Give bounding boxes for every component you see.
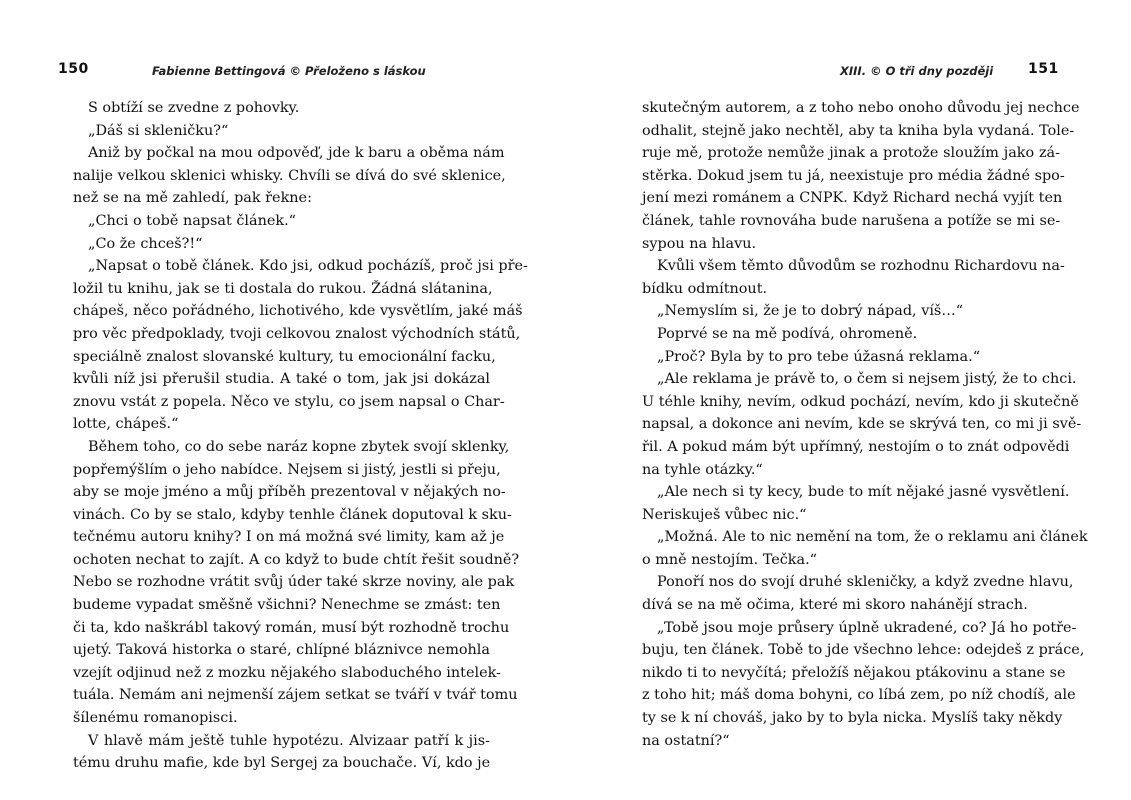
text-line: speciálně znalost slovanské kultury, tu emocionální facku, [73, 348, 496, 365]
text-line: ložil tu knihu, jak se ti dostala do rukou. Žádná slátanina, [73, 280, 493, 297]
text-line: na ostatní?“ [642, 732, 730, 749]
text-line: „Ale reklama je právě to, o čem si nejsem jistý, že to chci. [657, 371, 1077, 388]
text-line: dívá se na mě očima, které mi skoro nahánějí strach. [642, 597, 1028, 614]
text-line: stěrka. Dokud jsem tu já, neexistuje pro média žádné spo- [642, 167, 1065, 184]
text-line: budeme vypadat směšně všichni? Nenechme se zmást: ten [73, 597, 501, 614]
text-line: „Ale nech si ty kecy, bude to mít nějaké jasné vysvětlení. [657, 484, 1070, 501]
text-line: ujetý. Taková historka o staré, chlípné bláznivce nemohla [73, 642, 490, 659]
text-line: buju, ten článek. Tobě to jde všechno lehce: odejdeš z práce, [642, 642, 1085, 659]
text-line: Neriskuješ vůbec nic.“ [642, 506, 807, 523]
text-line: či ta, kdo naškrábl takový román, musí být rozhodně trochu [73, 619, 510, 636]
text-line: vzejít odjinud než z mozku nějakého slaboduchého intelek- [73, 664, 501, 681]
text-line: „Možná. Ale to nic nemění na tom, že o reklamu ani článek [657, 529, 1088, 546]
text-line: jení mezi románem a CNPK. Když Richard nechá vyjít ten [642, 190, 1063, 207]
text-line: napsal, a dokonce ani nevím, kde se skrývá ten, co mi ji svě- [642, 416, 1082, 433]
text-line: z toho hit; máš doma bohyni, co líbá zem, po níž chodíš, ale [642, 687, 1076, 704]
text-line: ochoten nechat to zajít. A co když to bude chtít řešit soudně? [73, 551, 520, 568]
text-line: než se na mě zahledí, pak řekne: [73, 190, 312, 207]
text-line: Kvůli všem těmto důvodům se rozhodnu Richardovu na- [657, 258, 1065, 275]
text-line: aby se moje jméno a můj příběh prezentoval v nějakých no- [73, 484, 506, 501]
text-line: „Napsat o tobě článek. Kdo jsi, odkud pocházíš, proč jsi pře- [88, 258, 528, 275]
text-line: „Chci o tobě napsat článek.“ [88, 212, 297, 229]
text-line: V hlavě mám ještě tuhle hypotézu. Alvizaar patří k jis- [88, 732, 490, 749]
text-line: odhalit, stejně jako nechtěl, aby ta kniha byla vydaná. Tole- [642, 122, 1075, 139]
text-line: „Co že chceš?!“ [88, 235, 203, 252]
text-line: „Nemyslím si, že je to dobrý nápad, víš…“ [657, 303, 964, 320]
text-line: tému druhu mafie, kde byl Sergej za bouchače. Ví, kdo je [73, 755, 491, 772]
text-line: Nebo se rozhodne vrátit svůj úder také skrze noviny, ale pak [73, 574, 515, 591]
text-line: Ponoří nos do svojí druhé skleničky, a když zvedne hlavu, [657, 574, 1074, 591]
text-line: tuála. Nemám ani nejmenší zájem setkat se tváří v tvář tomu [73, 687, 518, 704]
text-line: řil. A pokud mám být upřímný, nestojím o to znát odpovědi [642, 438, 1070, 455]
text-line: Během toho, co do sebe naráz kopne zbytek svojí sklenky, [88, 438, 510, 455]
text-line: o mně nestojím. Tečka.“ [642, 551, 818, 568]
text-line: pro věc předpoklady, tvoji celkovou znalost východních států, [73, 325, 521, 342]
text-line: „Dáš si skleničku?“ [88, 122, 229, 139]
text-line: „Tobě jsou moje průsery úplně ukradené, co? Já ho potře- [657, 619, 1077, 636]
text-line: tečnému autoru knihy? I on má možná své limity, kam až je [73, 529, 505, 546]
text-line: Poprvé se na mě podívá, ohromeně. [657, 325, 918, 342]
text-line: nalije velkou sklenici whisky. Chvíli se dívá do své sklenice, [73, 167, 506, 184]
right-page [566, 0, 1131, 800]
text-line: vinách. Co by se stalo, kdyby tenhle článek doputoval k sku- [73, 506, 512, 523]
text-line: lotte, chápeš.“ [73, 416, 179, 433]
text-line: nikdo ti to nevyčítá; přeložíš nějakou ptákovinu a stane se [642, 664, 1066, 681]
text-line: chápeš, něco pořádného, lichotivého, kde vysvětlím, jaké máš [73, 303, 523, 320]
text-line: bídku odmítnout. [642, 280, 768, 297]
text-line: skutečným autorem, a z toho nebo onoho důvodu jej nechce [642, 100, 1080, 116]
text-line: ty se k ní chováš, jako by to byla nicka. Myslíš taky někdy [642, 710, 1063, 727]
text-line: Aniž by počkal na mou odpověď, jde k baru a oběma nám [88, 145, 505, 162]
running-head: Fabienne Bettingová © Přeloženo s láskou [152, 64, 426, 78]
text-line: znovu vstát z popela. Něco ve stylu, co jsem napsal o Char- [73, 393, 505, 410]
text-line: ruje mě, protože nemůže jinak a protože sloužím jako zá- [642, 145, 1060, 162]
running-head: XIII. © O tři dny později [840, 64, 994, 78]
text-line: S obtíží se zvedne z pohovky. [88, 100, 300, 116]
text-line: „Proč? Byla by to pro tebe úžasná reklama.“ [657, 348, 981, 365]
page-body-text [73, 97, 528, 775]
page-number: 151 [1028, 61, 1059, 77]
page-number: 150 [58, 61, 89, 77]
text-line: kvůli níž jsi přerušil studia. A také o tom, jak jsi dokázal [73, 371, 490, 388]
text-line: článek, tahle rovnováha bude narušena a potíže se mi se- [642, 212, 1061, 229]
text-line: šílenému romanopisci. [73, 710, 238, 727]
text-line: na tyhle otázky.“ [642, 461, 763, 478]
text-line: U téhle knihy, nevím, odkud pochází, nevím, kdo ji skutečně [642, 393, 1079, 410]
text-line: sypou na hlavu. [642, 235, 757, 252]
text-line: popřemýšlím o jeho nabídce. Nejsem si jistý, jestli si přeju, [73, 461, 501, 478]
page-body-text [642, 97, 1088, 752]
